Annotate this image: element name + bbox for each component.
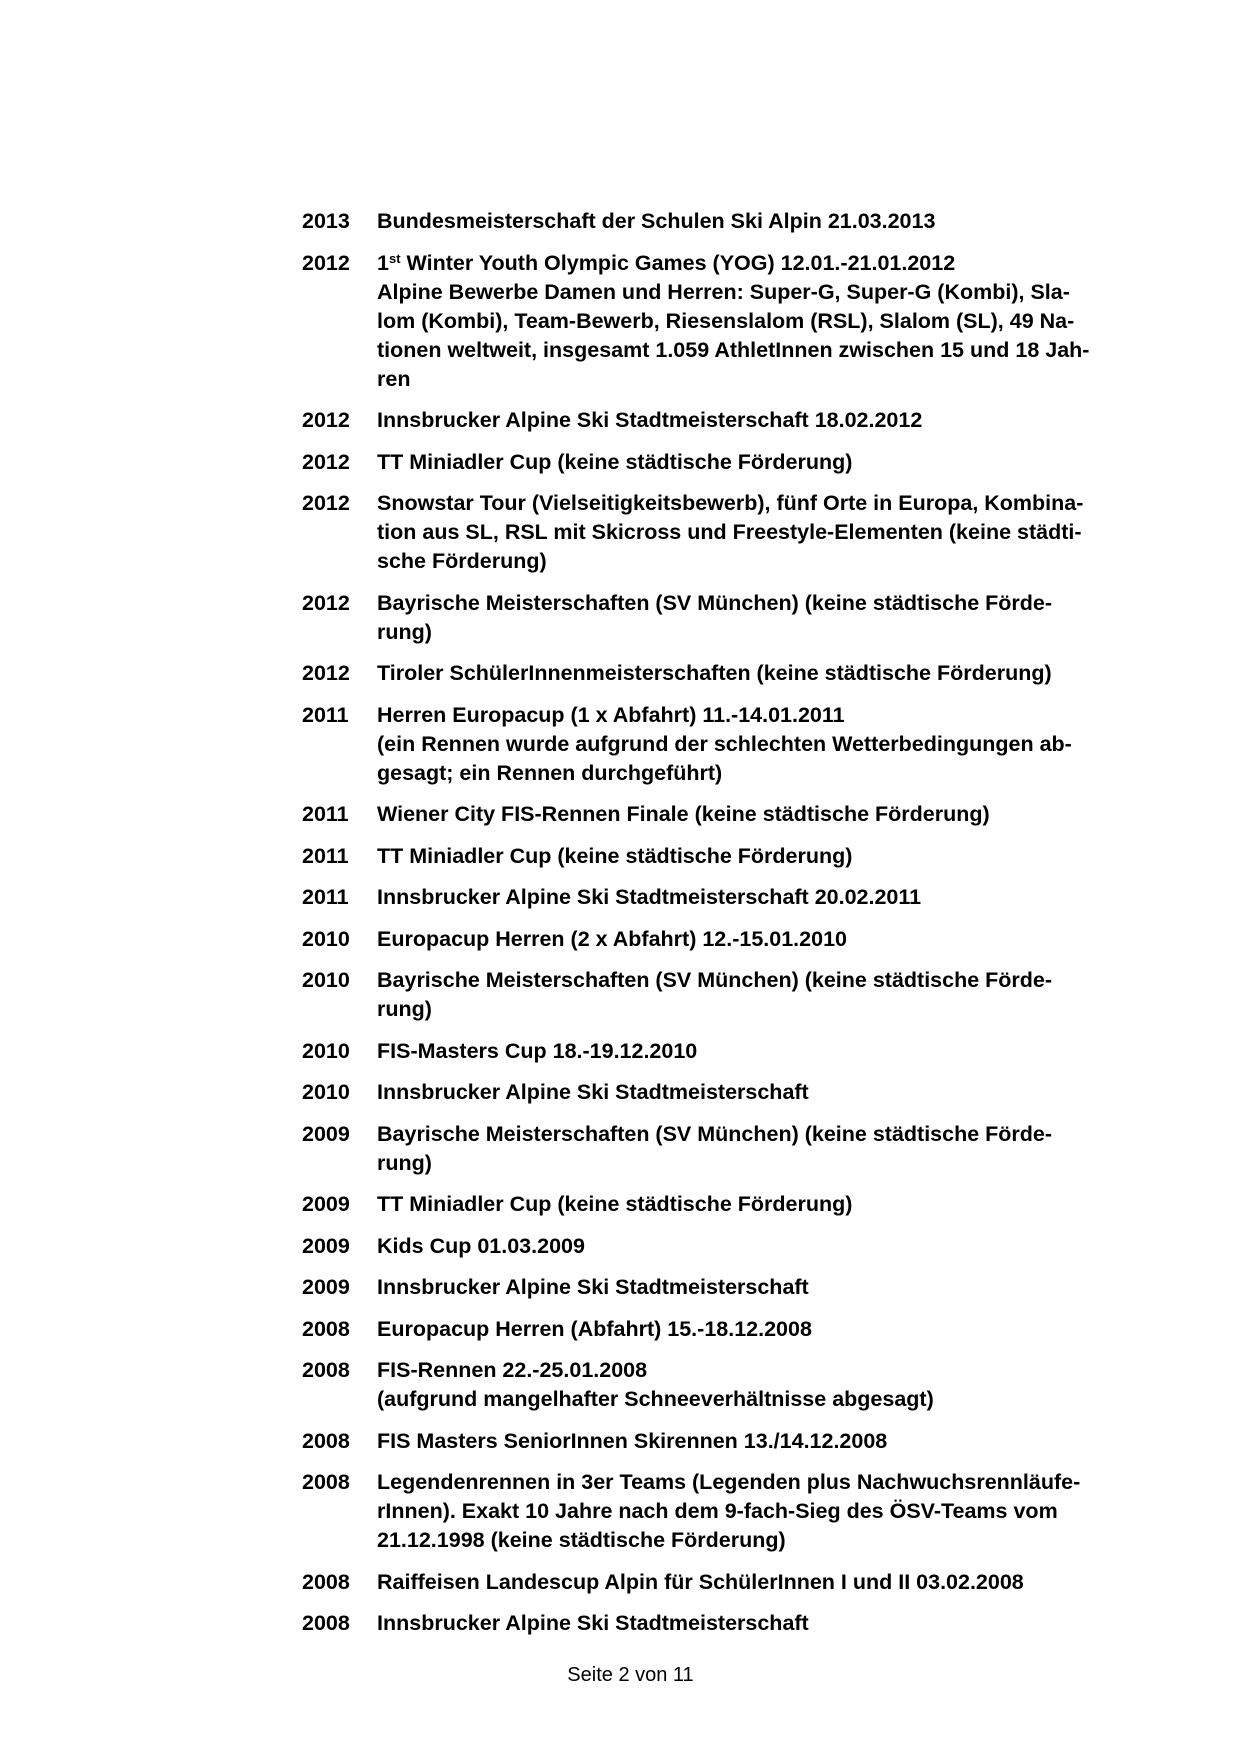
event-entry bbox=[302, 1232, 1182, 1261]
event-description bbox=[377, 489, 1182, 576]
event-description-line: Kids Cup 01.03.2009 bbox=[377, 1233, 585, 1258]
event-year: 2011 bbox=[302, 843, 349, 868]
event-entry bbox=[302, 589, 1182, 647]
event-entry bbox=[302, 966, 1182, 1024]
event-entry bbox=[302, 1037, 1182, 1066]
event-description-line: TT Miniadler Cup (keine städtische Förderung) bbox=[377, 1192, 853, 1216]
event-year: 2008 bbox=[302, 1611, 350, 1635]
event-year: 2009 bbox=[302, 1121, 350, 1146]
event-entry bbox=[302, 659, 1182, 688]
event-description-line: (aufgrund mangelhafter Schneeverhältnisse abgesagt) bbox=[377, 1387, 934, 1411]
event-description-line: FIS Masters SeniorInnen Skirennen 13./14.12.2008 bbox=[377, 1428, 888, 1453]
event-entry bbox=[302, 406, 1182, 435]
event-description bbox=[377, 406, 1182, 435]
event-entry bbox=[302, 1356, 1182, 1414]
event-description-line: Bundesmeisterschaft der Schulen Ski Alpin 21.03.2013 bbox=[377, 209, 936, 233]
event-year: 2010 bbox=[302, 1080, 350, 1104]
event-entry bbox=[302, 701, 1182, 788]
event-year: 2012 bbox=[302, 250, 350, 275]
event-description-line: rung) bbox=[377, 1150, 432, 1175]
event-description bbox=[377, 659, 1182, 688]
event-description-line: Innsbrucker Alpine Ski Stadtmeisterschaft 20.02.2011 bbox=[377, 885, 922, 909]
event-entry bbox=[302, 1273, 1182, 1302]
event-entry bbox=[302, 207, 1182, 236]
event-entry bbox=[302, 1427, 1182, 1456]
event-description-line: rung) bbox=[377, 619, 432, 644]
event-description bbox=[377, 883, 1182, 912]
event-description bbox=[377, 589, 1182, 647]
event-description-line bbox=[377, 249, 1182, 278]
event-year: 2011 bbox=[302, 885, 349, 909]
event-description-line: TT Miniadler Cup (keine städtische Förderung) bbox=[377, 449, 853, 474]
event-year: 2011 bbox=[302, 802, 349, 826]
event-year: 2009 bbox=[302, 1275, 350, 1299]
page-footer: Seite 2 von 11 bbox=[567, 1664, 694, 1686]
event-description bbox=[377, 249, 1182, 394]
event-description-line: Bayrische Meisterschaften (SV München) (keine städtische Förde- bbox=[377, 968, 1053, 992]
event-year: 2008 bbox=[302, 1316, 350, 1341]
event-description bbox=[377, 800, 1182, 829]
event-entry bbox=[302, 1568, 1182, 1597]
event-year: 2008 bbox=[302, 1358, 350, 1382]
event-description-line: FIS-Masters Cup 18.-19.12.2010 bbox=[377, 1038, 698, 1063]
event-description bbox=[377, 1273, 1182, 1302]
event-entry bbox=[302, 1120, 1182, 1178]
event-description-line: Europacup Herren (Abfahrt) 15.-18.12.2008 bbox=[377, 1316, 812, 1341]
event-year: 2013 bbox=[302, 209, 350, 233]
event-description-line: tion aus SL, RSL mit Skicross und Freestyle-Elementen (keine städti- bbox=[377, 520, 1082, 544]
event-description bbox=[377, 925, 1182, 954]
event-year: 2012 bbox=[302, 491, 350, 515]
event-entry bbox=[302, 925, 1182, 954]
event-entry bbox=[302, 842, 1182, 871]
event-description-line: gesagt; ein Rennen durchgeführt) bbox=[377, 760, 723, 785]
event-entry bbox=[302, 448, 1182, 477]
event-description-line: Legendenrennen in 3er Teams (Legenden plus Nachwuchsrennläufe- bbox=[377, 1470, 1081, 1494]
event-description bbox=[377, 1232, 1182, 1261]
event-year: 2011 bbox=[302, 702, 349, 727]
event-description-text: Winter Youth Olympic Games (YOG) 12.01.-21.01.2012 bbox=[400, 250, 956, 275]
event-year: 2010 bbox=[302, 926, 350, 951]
event-description-line: Raiffeisen Landescup Alpin für SchülerInnen I und II 03.02.2008 bbox=[377, 1569, 1024, 1594]
event-description bbox=[377, 701, 1182, 788]
event-description bbox=[377, 1609, 1182, 1638]
event-entry bbox=[302, 1315, 1182, 1344]
event-entry bbox=[302, 1078, 1182, 1107]
event-description-line: tionen weltweit, insgesamt 1.059 AthletInnen zwischen 15 und 18 Jah- bbox=[377, 337, 1090, 362]
event-entry bbox=[302, 883, 1182, 912]
event-description-line: sche Förderung) bbox=[377, 549, 547, 573]
event-entry bbox=[302, 1468, 1182, 1555]
event-year: 2012 bbox=[302, 408, 350, 432]
ordinal-suffix: st bbox=[388, 250, 401, 266]
event-year: 2010 bbox=[302, 1038, 350, 1063]
event-description bbox=[377, 1120, 1182, 1178]
event-description bbox=[377, 1468, 1182, 1555]
event-description-line: rung) bbox=[377, 997, 432, 1021]
event-description-line: Herren Europacup (1 x Abfahrt) 11.-14.01.2011 bbox=[377, 702, 845, 727]
event-entry bbox=[302, 800, 1182, 829]
event-description-line: Bayrische Meisterschaften (SV München) (keine städtische Förde- bbox=[377, 1121, 1053, 1146]
event-description-line: Innsbrucker Alpine Ski Stadtmeisterschaft bbox=[377, 1275, 809, 1299]
event-description-line: 21.12.1998 (keine städtische Förderung) bbox=[377, 1528, 786, 1552]
event-description bbox=[377, 1427, 1182, 1456]
event-description bbox=[377, 1568, 1182, 1597]
event-description-line: rInnen). Exakt 10 Jahre nach dem 9-fach-Sieg des ÖSV-Teams vom bbox=[377, 1499, 1058, 1523]
event-description bbox=[377, 1190, 1182, 1219]
event-year: 2009 bbox=[302, 1192, 350, 1216]
event-description bbox=[377, 842, 1182, 871]
event-description-line: ren bbox=[377, 366, 411, 391]
event-description-line: lom (Kombi), Team-Bewerb, Riesenslalom (RSL), Slalom (SL), 49 Na- bbox=[377, 308, 1075, 333]
event-description bbox=[377, 966, 1182, 1024]
event-description bbox=[377, 1037, 1182, 1066]
event-year: 2008 bbox=[302, 1470, 350, 1494]
event-description bbox=[377, 1315, 1182, 1344]
event-description-line: Innsbrucker Alpine Ski Stadtmeisterschaft 18.02.2012 bbox=[377, 408, 923, 432]
event-description-line: Innsbrucker Alpine Ski Stadtmeisterschaft bbox=[377, 1611, 809, 1635]
event-list bbox=[302, 207, 1182, 1651]
event-description-line: Snowstar Tour (Vielseitigkeitsbewerb), fünf Orte in Europa, Kombina- bbox=[377, 491, 1084, 515]
event-year: 2008 bbox=[302, 1428, 350, 1453]
event-entry bbox=[302, 249, 1182, 394]
event-description bbox=[377, 207, 1182, 236]
event-year: 2012 bbox=[302, 661, 350, 685]
event-year: 2012 bbox=[302, 449, 350, 474]
event-description bbox=[377, 1356, 1182, 1414]
event-description-line: Alpine Bewerbe Damen und Herren: Super-G, Super-G (Kombi), Sla- bbox=[377, 279, 1070, 304]
event-entry bbox=[302, 489, 1182, 576]
ordinal-number: 1 bbox=[377, 250, 389, 275]
event-description-line: Wiener City FIS-Rennen Finale (keine städtische Förderung) bbox=[377, 802, 990, 826]
event-description-line: Bayrische Meisterschaften (SV München) (keine städtische Förde- bbox=[377, 590, 1053, 615]
event-description bbox=[377, 448, 1182, 477]
event-year: 2012 bbox=[302, 590, 350, 615]
event-entry bbox=[302, 1609, 1182, 1638]
event-description-line: TT Miniadler Cup (keine städtische Förderung) bbox=[377, 843, 853, 868]
event-year: 2008 bbox=[302, 1569, 350, 1594]
event-entry bbox=[302, 1190, 1182, 1219]
event-description-line: Europacup Herren (2 x Abfahrt) 12.-15.01.2010 bbox=[377, 926, 847, 951]
event-description-line: Innsbrucker Alpine Ski Stadtmeisterschaft bbox=[377, 1080, 809, 1104]
event-description-line: FIS-Rennen 22.-25.01.2008 bbox=[377, 1358, 648, 1382]
event-description-line: Tiroler SchülerInnenmeisterschaften (keine städtische Förderung) bbox=[377, 661, 1052, 685]
event-year: 2010 bbox=[302, 968, 350, 992]
event-description-line: (ein Rennen wurde aufgrund der schlechten Wetterbedingungen ab- bbox=[377, 731, 1072, 756]
event-description bbox=[377, 1078, 1182, 1107]
event-year: 2009 bbox=[302, 1233, 350, 1258]
